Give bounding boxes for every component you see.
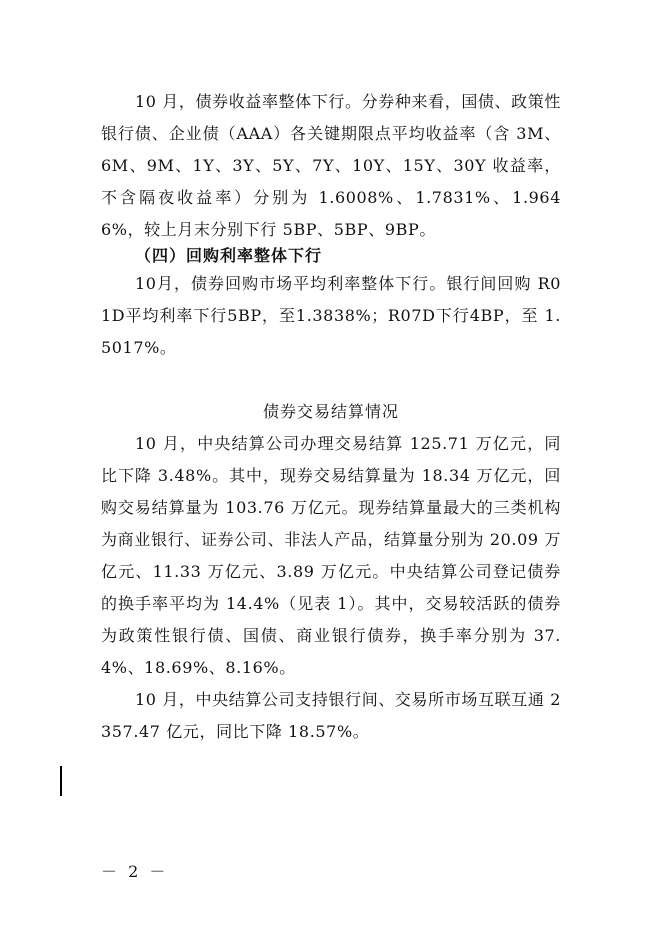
text-cursor [60,766,62,796]
paragraph-repo-rates: 10月，债券回购市场平均利率整体下行。银行间回购 R01D平均利率下行5BP，至1.3838%；R07D下行4BP，至 1.5017%。 [101,274,561,357]
paragraph-trading-settlement: 10 月，中央结算公司办理交易结算 125.71 万亿元，同比下降 3.48%。其中，现券交易结算量为 18.34 万亿元，回购交易结算量为 103.76 万亿元。现券结算量最大的三类机构为商业银行、证券公司、非法人产品，结算量分别为 20.09 万亿元、11.33 万亿元、3.89 万亿元。中央结算公司登记债券的换手率平均为 14.4%（见表 1）。其中，交易较活跃的债券为政策性银行债、国债、商业银行债券，换手率分别为 37.4%、18.69%、8.16%。 [101,434,561,677]
subheading-repo-rates: （四）回购利率整体下行 [135,246,323,265]
section-title-trading-settlement: 债券交易结算情况 [262,402,399,421]
paragraph-bond-yields: 10 月，债券收益率整体下行。分券种来看，国债、政策性银行债、企业债（AAA）各关键期限点平均收益率（含 3M、6M、9M、1Y、3Y、5Y、7Y、10Y、15Y、30Y 收益率，不含隔夜收益率）分别为 1.6008%、1.7831%、1.9646%，较上月末分别下行 5BP、5BP、9BP。 [101,92,561,239]
paragraph-interconnection: 10 月，中央结算公司支持银行间、交易所市场互联互通 2357.47 亿元，同比下降 18.57%。 [101,690,561,741]
page-number: － 2 － [101,862,169,881]
